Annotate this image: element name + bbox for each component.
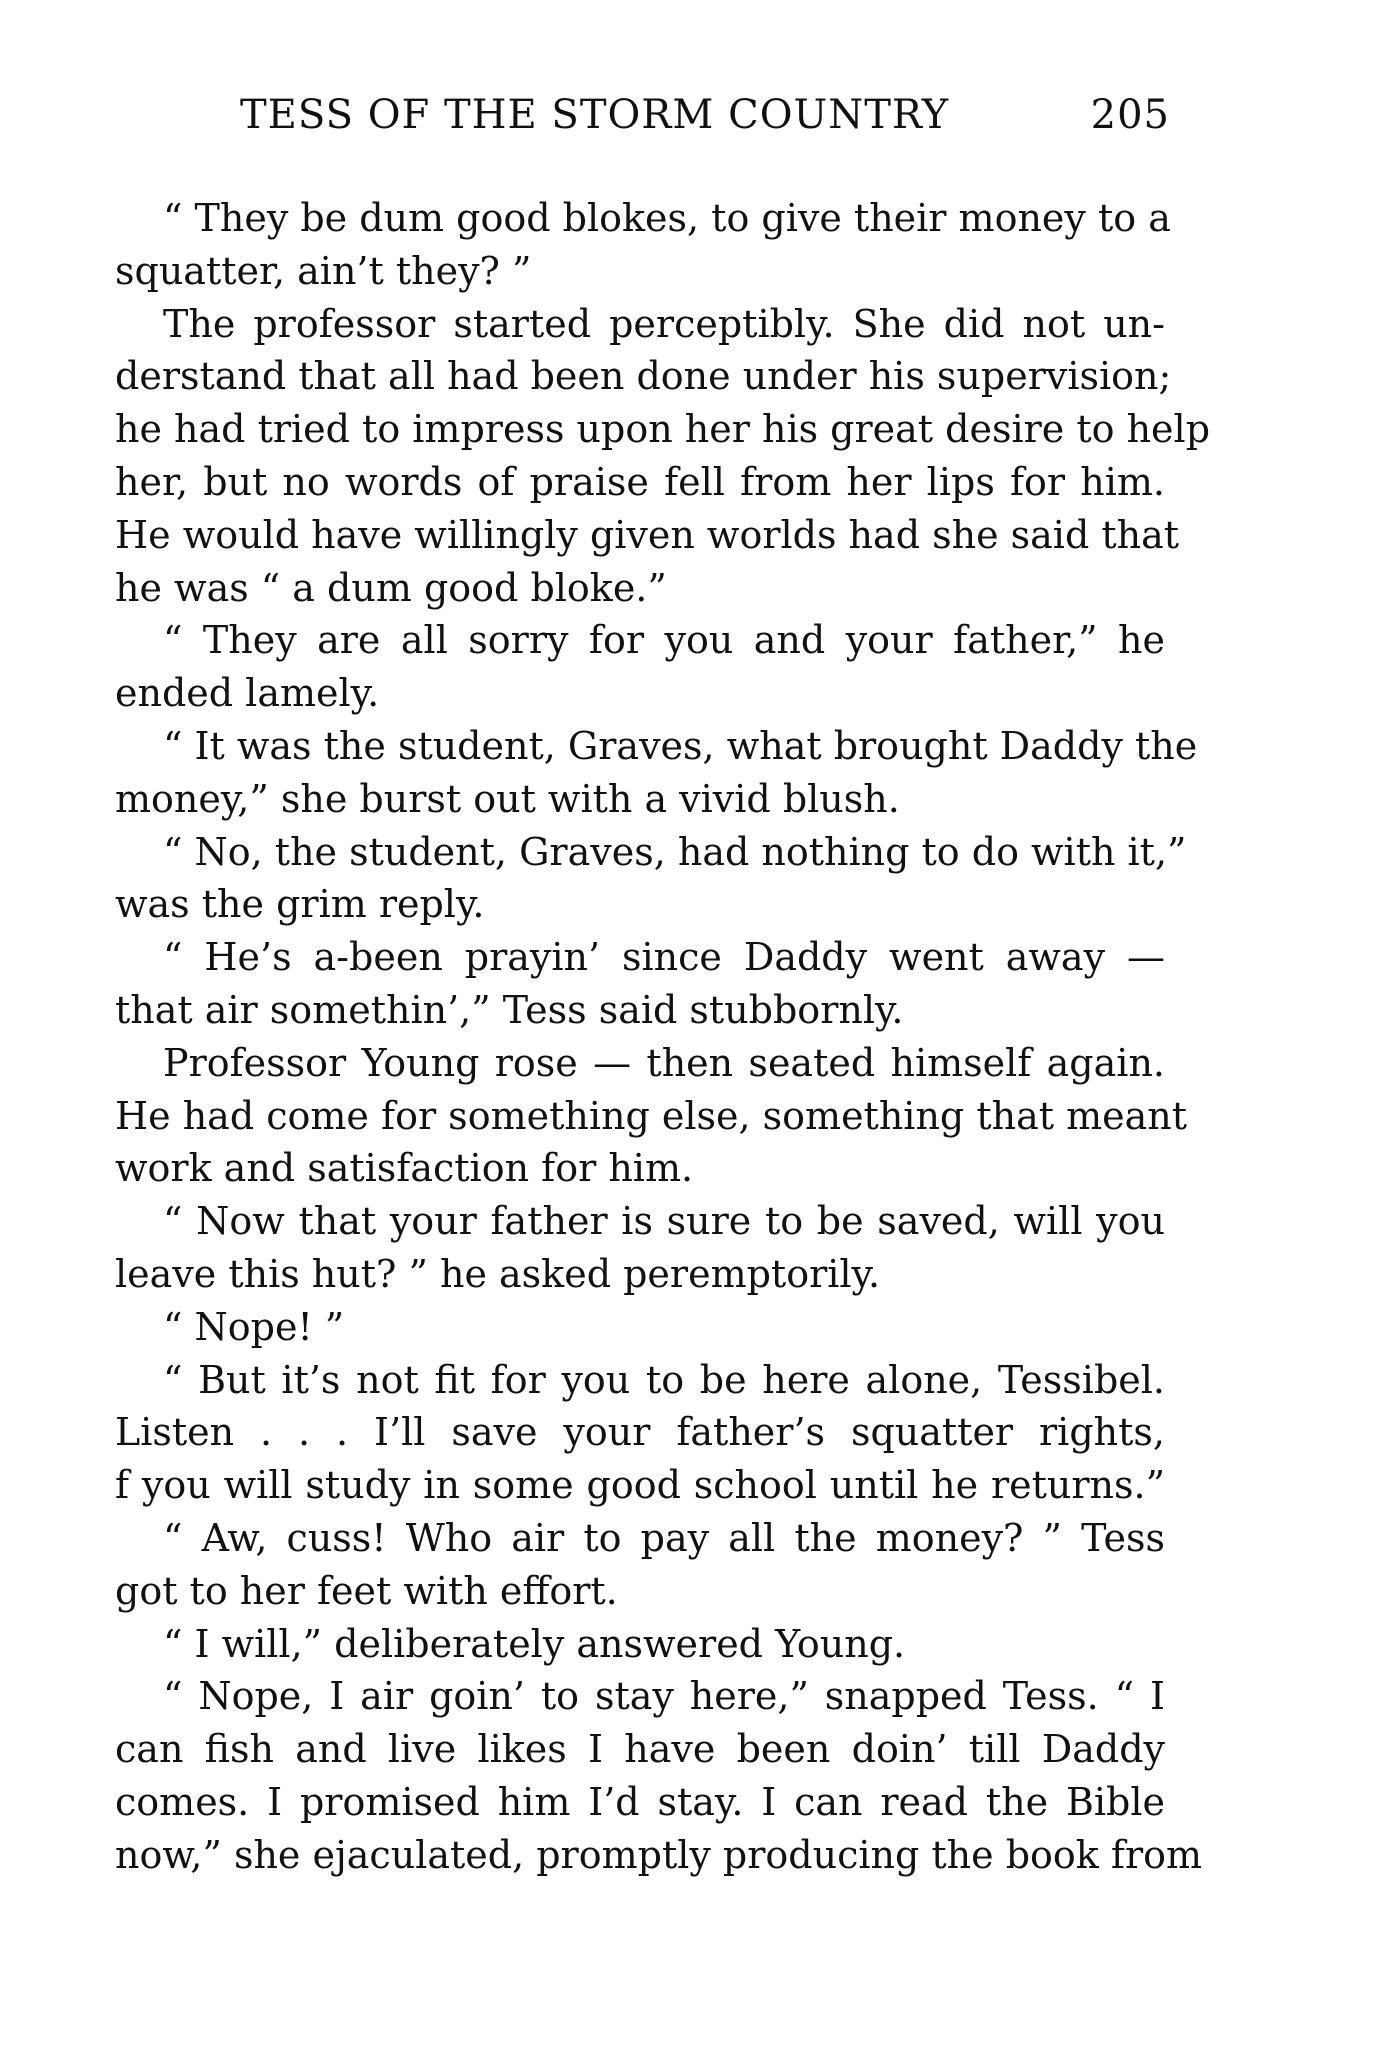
text-line: he was “ a dum good bloke.” bbox=[115, 565, 667, 610]
book-title-header: TESS OF THE STORM COUNTRY bbox=[240, 92, 950, 138]
text-line: squatter, ain’t they? ” bbox=[115, 248, 532, 293]
text-line: The professor started perceptibly. She did not un- bbox=[163, 301, 1165, 346]
text-line: leave this hut? ” he asked peremptorily. bbox=[115, 1251, 881, 1296]
text-line: Listen . . . I’ll save your father’s squatter rights, bbox=[115, 1410, 1165, 1455]
text-line: “ I will,” deliberately answered Young. bbox=[163, 1621, 906, 1666]
text-line: “ Aw, cuss! Who air to pay all the money? ” Tess bbox=[163, 1515, 1165, 1560]
text-line: derstand that all had been done under his supervision; bbox=[115, 354, 1172, 399]
text-line: now,” she ejaculated, promptly producing the book from bbox=[115, 1832, 1203, 1877]
text-line: f you will study in some good school until he returns.” bbox=[115, 1463, 1165, 1508]
page-number: 205 bbox=[1090, 92, 1170, 138]
text-line: “ Nope! ” bbox=[163, 1304, 345, 1349]
text-line: was the grim reply. bbox=[115, 882, 485, 927]
text-line: “ But it’s not fit for you to be here alone, Tessibel. bbox=[163, 1357, 1165, 1402]
text-line: “ They are all sorry for you and your father,” he bbox=[163, 618, 1165, 663]
text-line: got to her feet with effort. bbox=[115, 1568, 618, 1613]
text-line: “ Now that your father is sure to be saved, will you bbox=[163, 1199, 1165, 1244]
text-line: ended lamely. bbox=[115, 671, 380, 716]
text-line: Professor Young rose — then seated himself again. bbox=[163, 1040, 1165, 1085]
text-line: “ He’s a-been prayin’ since Daddy went away — bbox=[163, 935, 1165, 980]
text-line: he had tried to impress upon her his great desire to help bbox=[115, 407, 1211, 452]
text-line: He would have willingly given worlds had she said that bbox=[115, 512, 1180, 557]
text-line: that air somethin’,” Tess said stubbornly. bbox=[115, 987, 904, 1032]
text-line: comes. I promised him I’d stay. I can read the Bible bbox=[115, 1779, 1165, 1824]
text-line: can fish and live likes I have been doin’ till Daddy bbox=[115, 1727, 1165, 1772]
text-line: work and satisfaction for him. bbox=[115, 1146, 694, 1191]
text-line: “ They be dum good blokes, to give their money to a bbox=[163, 196, 1171, 240]
text-line: her, but no words of praise fell from her lips for him. bbox=[115, 459, 1165, 504]
text-line: He had come for something else, something that meant bbox=[115, 1093, 1187, 1138]
text-line: “ Nope, I air goin’ to stay here,” snapped Tess. “ I bbox=[163, 1674, 1165, 1719]
text-line: “ No, the student, Graves, had nothing to do with it,” bbox=[163, 829, 1187, 874]
running-header bbox=[240, 92, 1170, 152]
body-text bbox=[115, 192, 1211, 1882]
text-line: money,” she burst out with a vivid blush. bbox=[115, 776, 900, 821]
text-line: “ It was the student, Graves, what brought Daddy the bbox=[163, 723, 1198, 768]
